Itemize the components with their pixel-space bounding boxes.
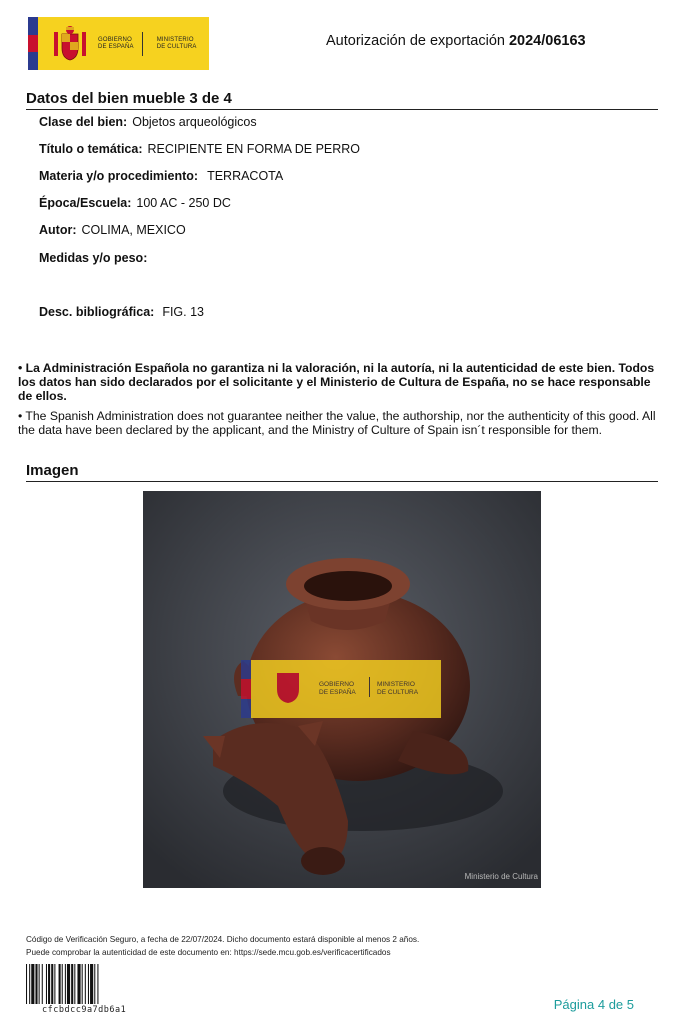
gobierno-logo [28, 17, 209, 70]
logo-text-ministerio: MINISTERIO DE CULTURA [156, 36, 197, 50]
field-clase: Clase del bien: Objetos arqueológicos [39, 115, 257, 129]
coat-of-arms-icon [50, 24, 90, 64]
verification-text: Código de Verificación Seguro, a fecha de 22/07/2024. Dicho documento estará disponible al menos 2 años. [26, 935, 420, 944]
verification-url-text: Puede comprobar la autenticidad de este documento en: https://sede.mcu.gob.es/verificacertificados [26, 948, 391, 957]
svg-text:DE ESPAÑA: DE ESPAÑA [319, 689, 356, 696]
field-titulo: Título o temática: RECIPIENTE EN FORMA DE PERRO [39, 142, 361, 156]
barcode [26, 964, 151, 1004]
divider [26, 481, 658, 482]
logo-text-gobierno: GOBIERNO DE ESPAÑA [98, 36, 134, 50]
section-title-image: Imagen [26, 462, 79, 479]
field-medidas: Medidas y/o peso: [39, 251, 148, 265]
svg-text:MINISTERIO: MINISTERIO [377, 681, 415, 688]
photo-caption: Ministerio de Cultura [464, 872, 538, 881]
verification-code: cfcbdcc9a7db6a1 [42, 1005, 127, 1015]
field-epoca: Época/Escuela: 100 AC - 250 DC [39, 196, 231, 210]
field-desc-bibliografica: Desc. bibliográfica: FIG. 13 [39, 305, 204, 319]
field-autor: Autor: COLIMA, MEXICO [39, 223, 186, 237]
notice-spanish: • La Administración Española no garantiza ni la valoración, ni la autoría, ni la autenticidad de este bien. Todos los datos han sido declarados por el solicitante y el Ministerio de Cultura de España, no se hace responsable de ellos. [18, 361, 655, 403]
divider [26, 109, 658, 110]
notice-english: • The Spanish Administration does not guarantee neither the value, the authorship, nor the authenticity of this good. All the data have been declared by the applicant, and the Ministry of Culture of Spain isn´t responsible for them. [18, 409, 656, 437]
field-materia: Materia y/o procedimiento: TERRACOTA [39, 169, 284, 183]
svg-text:GOBIERNO: GOBIERNO [319, 681, 355, 688]
page-number: Página 4 de 5 [553, 997, 634, 1012]
section-title-item: Datos del bien mueble 3 de 4 [26, 90, 232, 107]
object-photo [143, 491, 541, 888]
authorization-number: 2024/06163 [508, 33, 586, 49]
watermark-logo [241, 660, 441, 718]
svg-text:DE CULTURA: DE CULTURA [377, 689, 419, 696]
flag-bar [28, 17, 38, 70]
document-title: Autorización de exportación 2024/06163 [326, 33, 586, 49]
